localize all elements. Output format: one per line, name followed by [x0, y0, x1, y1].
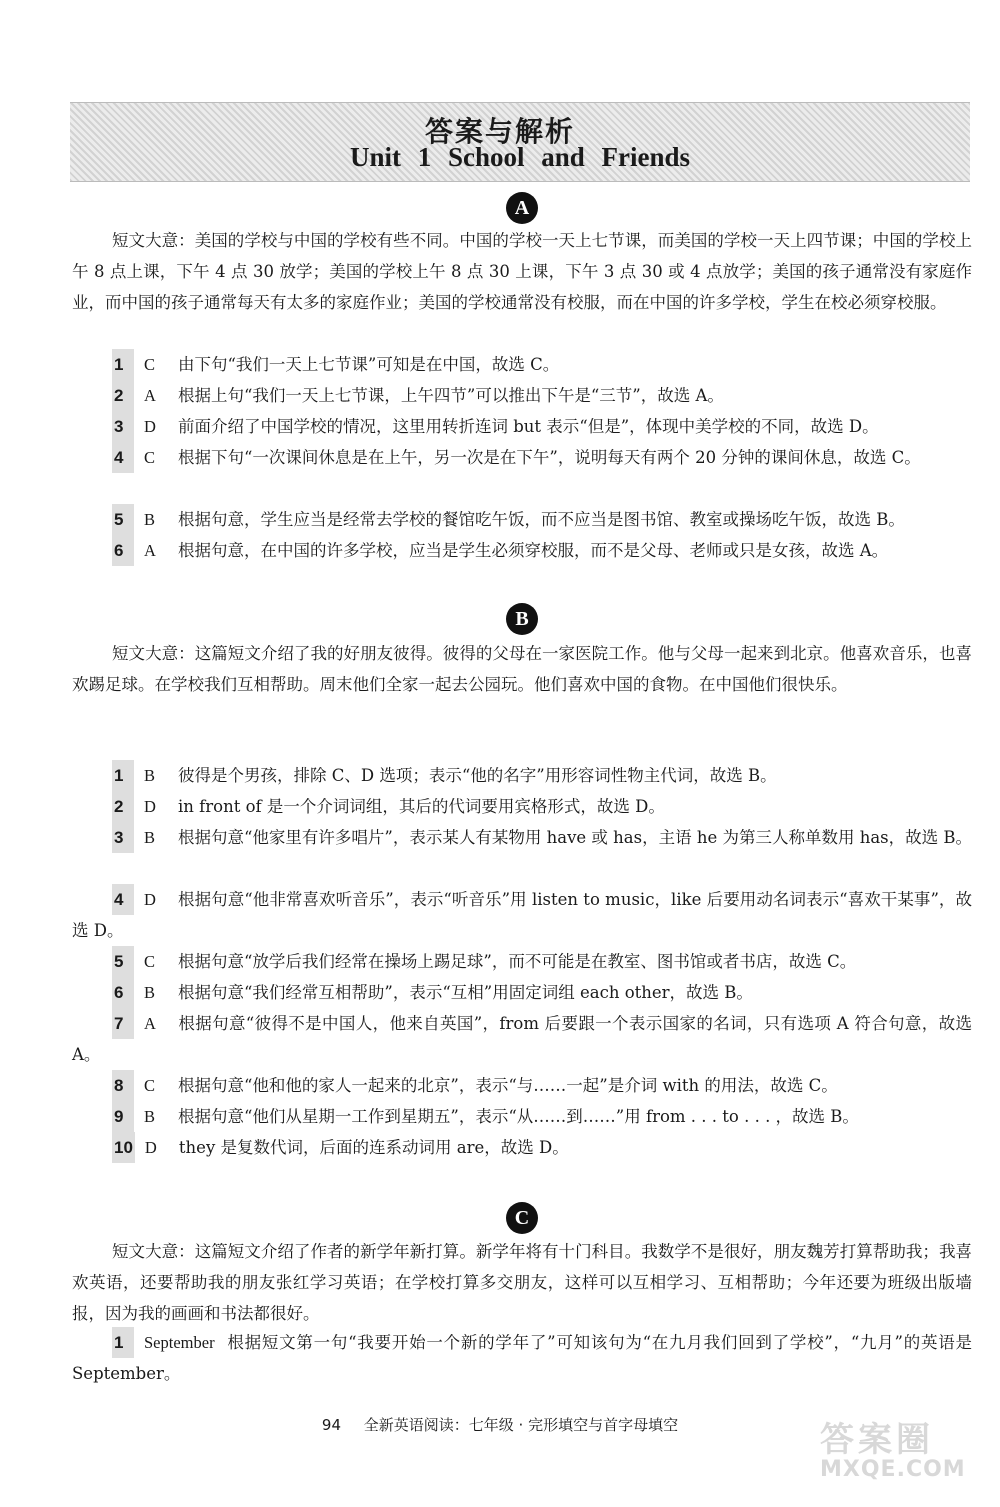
answer-item: 2 D in front of 是一个介词词组，其后的代词要用宾格形式，故选 D。 — [72, 791, 972, 822]
answer-item: 1 C 由下句“我们一天上七节课”可知是在中国，故选 C。 — [72, 349, 972, 380]
section-badge-c: C — [506, 1202, 538, 1234]
answer-item: 1 September 根据短文第一句“我要开始一个新的学年了”可知该句为“在九月我们回到了学校”，“九月”的英语是 September。 — [72, 1327, 972, 1389]
answer-item: 3 D 前面介绍了中国学校的情况，这里用转折连词 but 表示“但是”，体现中美学校的不同，故选 D。 — [72, 411, 972, 442]
answer-item: 2 A 根据上句“我们一天上七节课，上午四节”可以推出下午是“三节”，故选 A。 — [72, 380, 972, 411]
watermark — [820, 1412, 990, 1497]
section-a-summary: 短文大意：美国的学校与中国的学校有些不同。中国的学校一天上七节课，而美国的学校一天上四节课；中国的学校上午 8 点上课，下午 4 点 30 放学；美国的学校上午 8 点 30 上课，下午 3 点 30 或 4 点放学；美国的孩子通常没有家庭作业，而中国的孩子通常每天有太多的家庭作业；美国的学校通常没有校服，而在中国的许多学校，学生在校必须穿校服。 — [72, 231, 972, 312]
answer-item: 10 D they 是复数代词，后面的连系动词用 are，故选 D。 — [72, 1132, 972, 1163]
section-c-summary: 短文大意：这篇短文介绍了作者的新学年新打算。新学年将有十门科目。我数学不是很好，朋友魏芳打算帮助我；我喜欢英语，还要帮助我的朋友张红学习英语；在学校打算多交朋友，这样可以互相学习、互相帮助；今年还要为班级出版墙报，因为我的画画和书法都很好。 — [72, 1242, 972, 1323]
watermark-url: MXQE.COM — [820, 1457, 966, 1482]
section-badge-a: A — [506, 192, 538, 224]
book-title: 全新英语阅读：七年级 · 完形填空与首字母填空 — [363, 1416, 679, 1434]
page-number: 94 — [321, 1416, 341, 1434]
section-b-summary: 短文大意：这篇短文介绍了我的好朋友彼得。彼得的父母在一家医院工作。他与父母一起来到北京。他喜欢音乐，也喜欢踢足球。在学校我们互相帮助。周末他们全家一起去公园玩。他们喜欢中国的食物。在中国他们很快乐。 — [72, 644, 972, 694]
answer-item: 9 B 根据句意“他们从星期一工作到星期五”，表示“从……到……”用 from . . . to . . . ，故选 B。 — [72, 1101, 972, 1132]
answer-item: 6 B 根据句意“我们经常互相帮助”，表示“互相”用固定词组 each other，故选 B。 — [72, 977, 972, 1008]
answer-item: 8 C 根据句意“他和他的家人一起来的北京”，表示“与……一起”是介词 with 的用法，故选 C。 — [72, 1070, 972, 1101]
answer-item: 6 A 根据句意，在中国的许多学校，应当是学生必须穿校服，而不是父母、老师或只是女孩，故选 A。 — [72, 535, 972, 566]
answer-item: 4 D 根据句意“他非常喜欢听音乐”，表示“听音乐”用 listen to music，like 后要用动名词表示“喜欢干某事”，故选 D。 — [72, 884, 972, 946]
answer-item: 3 B 根据句意“他家里有许多唱片”，表示某人有某物用 have 或 has，主语 he 为第三人称单数用 has，故选 B。 — [72, 822, 972, 853]
answer-item: 5 B 根据句意，学生应当是经常去学校的餐馆吃午饭，而不应当是图书馆、教室或操场吃午饭，故选 B。 — [72, 504, 972, 535]
answer-item: 1 B 彼得是个男孩，排除 C、D 选项；表示“他的名字”用形容词性物主代词，故选 B。 — [72, 760, 972, 791]
answer-item: 4 C 根据下句“一次课间休息是在上午，另一次是在下午”，说明每天有两个 20 分钟的课间休息，故选 C。 — [72, 442, 972, 473]
unit-title: Unit 1 School and Friends — [349, 142, 691, 172]
watermark-logo-text: 答案圈 — [820, 1420, 934, 1460]
page-title: 答案与解析 — [424, 115, 575, 148]
answer-item: 5 C 根据句意“放学后我们经常在操场上踢足球”，而不可能是在教室、图书馆或者书店，故选 C。 — [72, 946, 972, 977]
answer-item: 7 A 根据句意“彼得不是中国人，他来自英国”，from 后要跟一个表示国家的名词，只有选项 A 符合句意，故选 A。 — [72, 1008, 972, 1070]
section-badge-b: B — [506, 603, 538, 635]
